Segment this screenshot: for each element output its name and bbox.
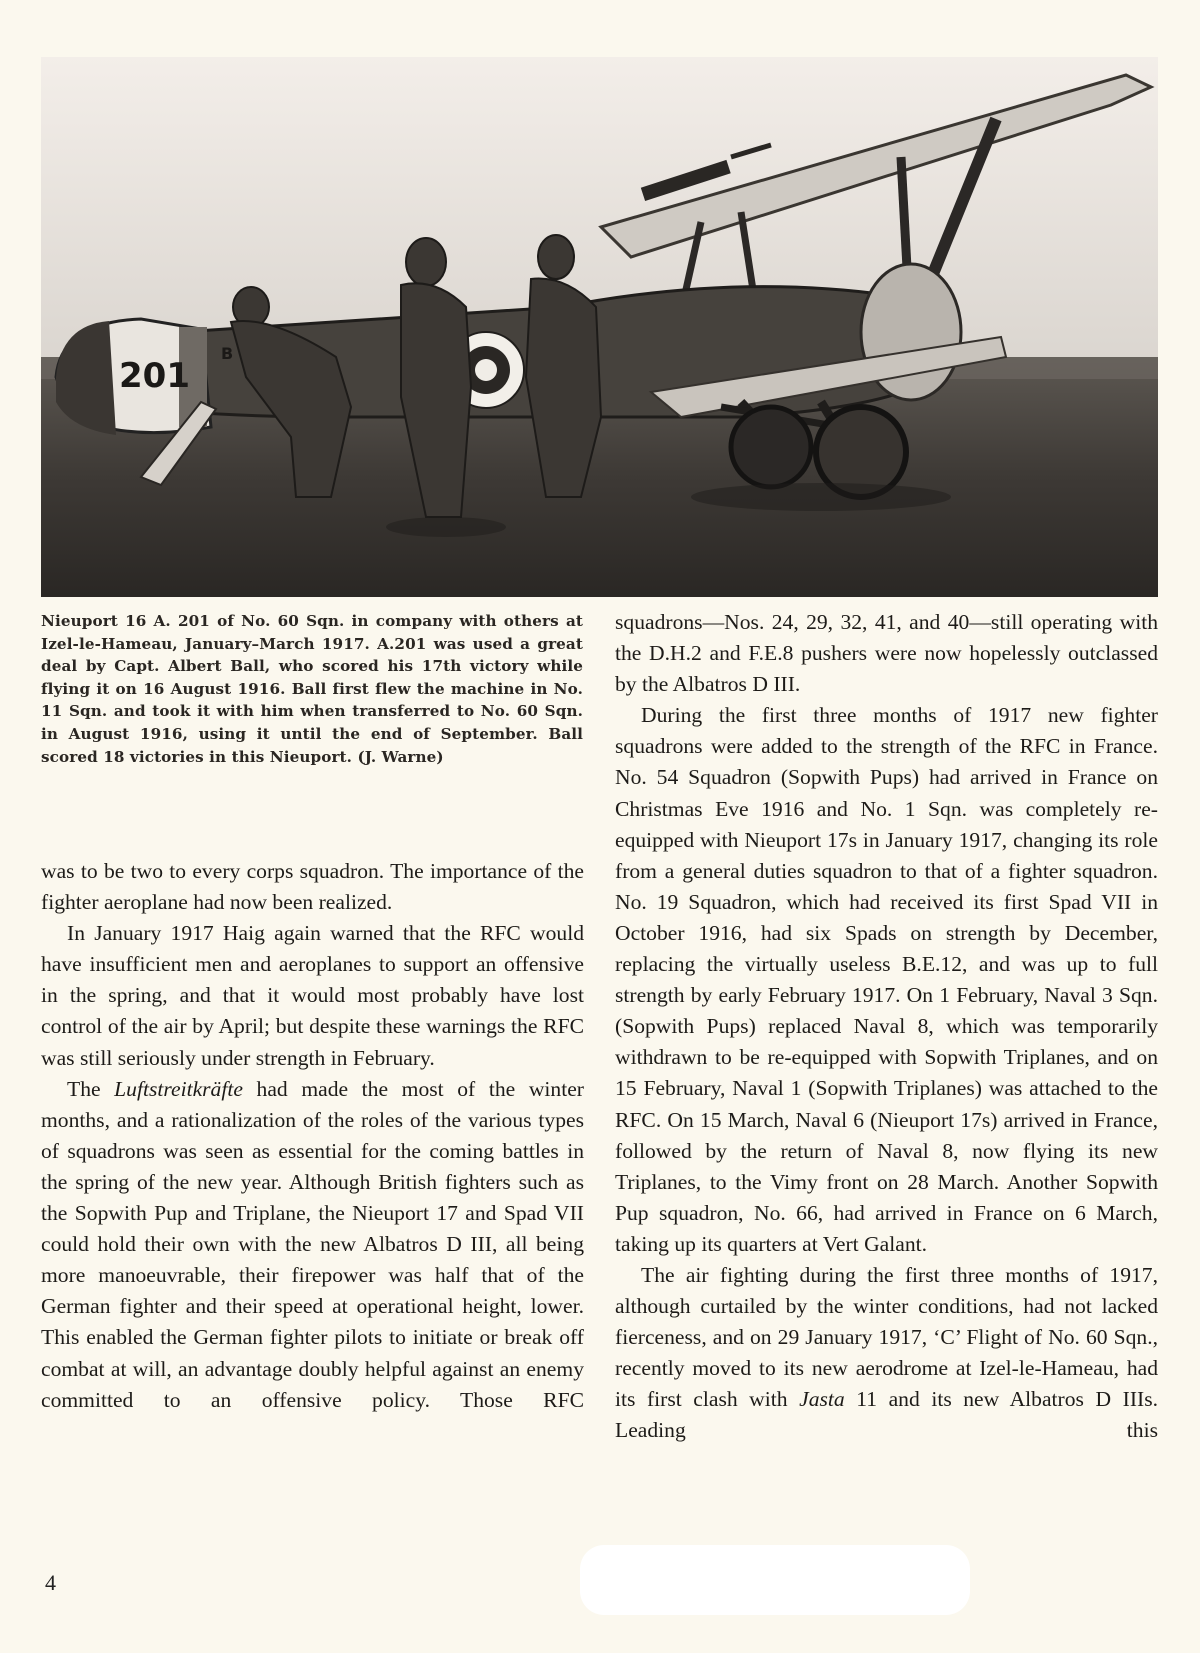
right-paragraph-3 bbox=[615, 1260, 1158, 1447]
nieuport-photograph bbox=[41, 57, 1158, 597]
left-text-column bbox=[41, 856, 584, 1416]
left-p3-lead: The bbox=[67, 1076, 115, 1101]
right-p3-rest: 11 and its new Albatros D IIIs. Leading this bbox=[615, 1387, 1159, 1443]
left-paragraph-2: In January 1917 Haig again warned that the RFC would have insufficient men and aeroplanes to support an offensive in the spring, and that it would most probably have lost control of the air by April; but despite these warnings the RFC was still seriously under strength in February. bbox=[41, 921, 584, 1070]
aircraft-photo-illustration bbox=[41, 57, 1158, 597]
photo-caption: Nieuport 16 A. 201 of No. 60 Sqn. in company with others at Izel-le-Hameau, January–March 1917. A.201 was used a great deal by Capt. Albert Ball, who scored his 17th victory while flying it on 16 August 1916. Ball first flew the machine in No. 11 Sqn. and took it with him when transferred to No. 60 Sqn. in August 1916, using it until the end of September. Ball scored 18 victories in this Nieuport. (J. Warne) bbox=[41, 612, 583, 766]
right-paragraph-2: During the first three months of 1917 new fighter squadrons were added to the strength of the RFC in France. No. 54 Squadron (Sopwith Pups) had arrived in France on Christmas Eve 1916 and No. 1 Sqn. was completely re-equipped with Nieuport 17s in January 1917, changing its role from a general duties squadron to that of a fighter squadron. No. 19 Squadron, which had received its first Spad VII in October 1916, had six Spads on strength by December, replacing the virtually useless B.E.12, and was up to full strength by early February 1917. On 1 February, Naval 3 Sqn. (Sopwith Pups) replaced Naval 8, which was temporarily withdrawn to be re-equipped with Sopwith Triplanes, and on 15 February, Naval 1 (Sopwith Triplanes) was attached to the RFC. On 15 March, Naval 6 (Nieuport 17s) arrived in France, followed by the return of Naval 8, now flying its new Triplanes, to the Vimy front on 28 March. Another Sopwith Pup squadron, No. 66, had arrived in France on 6 March, taking up its quarters at Vert Galant. bbox=[615, 703, 1158, 1256]
left-p3-rest: had made the most of the winter months, and a rationalization of the roles of the various types of squadrons was seen as essential for the coming battles in the spring of the new year. Although British fighters such as the Sopwith Pup and Triplane, the Nieuport 17 and Spad VII could hold their own with the new Albatros D III, all being more manoeuvrable, their firepower was half that of the German fighter and their speed at operational height, lower. This enabled the German fighter pilots to initiate or break off combat at will, an advantage doubly helpful against an enemy committed to an offensive policy. Those RFC bbox=[41, 1076, 584, 1412]
luftstreitkrafte-italic: Luftstreitkräfte bbox=[114, 1076, 243, 1101]
fuselage-letter-marking: B bbox=[221, 344, 234, 363]
scan-blot bbox=[580, 1545, 970, 1615]
jasta-italic: Jasta bbox=[799, 1387, 845, 1412]
right-paragraph-1: squadrons—Nos. 24, 29, 32, 41, and 40—still operating with the D.H.2 and F.E.8 pushers were now hopelessly outclassed by the Albatros D III. bbox=[615, 610, 1158, 697]
tail-number-marking: 201 bbox=[119, 356, 190, 396]
right-p3-main: The air fighting during the first three months of 1917, although curtailed by the winter conditions, had not lacked fierceness, and on 29 January 1917, ‘C’ Flight of No. 60 Sqn., recently moved to its new aerodrome at Izel-le-Hameau, had its first clash with bbox=[615, 1262, 1158, 1412]
right-text-column bbox=[615, 607, 1158, 1447]
left-paragraph-3 bbox=[41, 1074, 584, 1416]
left-paragraph-1: was to be two to every corps squadron. The importance of the fighter aeroplane had now been realized. bbox=[41, 859, 584, 915]
page-number: 4 bbox=[45, 1570, 56, 1595]
